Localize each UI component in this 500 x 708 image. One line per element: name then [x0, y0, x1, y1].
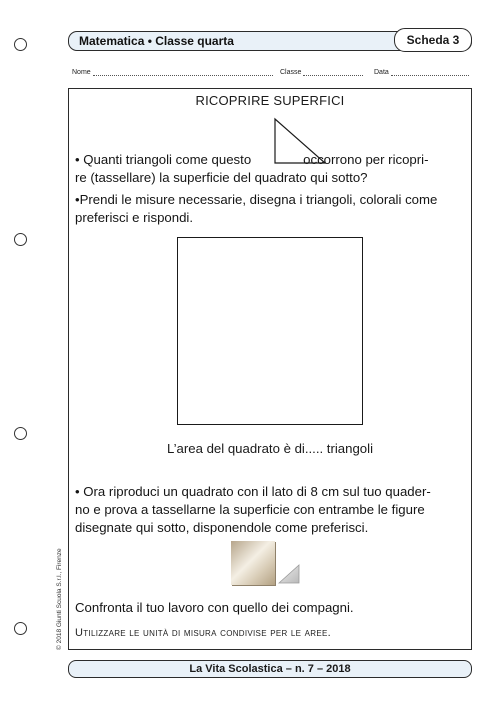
small-square-tile: [231, 541, 275, 585]
name-line: [93, 68, 273, 76]
area-answer-line: L’area del quadrato è di..... triangoli: [166, 441, 373, 456]
date-label: Data: [374, 69, 389, 76]
question-3-line3: disegnate qui sotto, disponendole come preferisci.: [75, 520, 369, 535]
class-label: Classe: [280, 69, 302, 76]
header-bar: [68, 31, 472, 51]
class-line: [303, 68, 363, 76]
date-line: [391, 68, 469, 76]
name-label: Nome: [72, 69, 91, 76]
name-field[interactable]: [72, 68, 273, 76]
question-1-line2: re (tassellare) la superficie del quadrato qui sotto?: [75, 170, 368, 185]
question-3: [75, 483, 467, 537]
question-2: [75, 191, 467, 227]
question-2-line2: preferisci e rispondi.: [75, 210, 194, 225]
header-title: Matematica • Classe quarta: [79, 34, 234, 48]
class-field[interactable]: [280, 68, 363, 76]
small-triangle-tile: [277, 563, 301, 585]
question-1: [75, 151, 467, 187]
question-3-line2: no e prova a tassellarne la superficie con entrambe le figure: [75, 502, 425, 517]
worksheet-title: RICOPRIRE SUPERFICI: [195, 93, 345, 108]
binder-hole-bottom: [14, 622, 27, 635]
binder-hole-top: [14, 38, 27, 51]
footer-bar: La Vita Scolastica – n. 7 – 2018: [68, 660, 472, 678]
date-field[interactable]: [374, 68, 469, 76]
binder-hole-upper-middle: [14, 233, 27, 246]
square-figure: [177, 237, 363, 425]
compare-instruction: Confronta il tuo lavoro con quello dei compagni.: [75, 600, 354, 615]
binder-hole-lower-middle: [14, 427, 27, 440]
question-2-line1: •Prendi le misure necessarie, disegna i triangoli, colorali come: [75, 192, 438, 207]
question-1-end: occorrono per ricopri-: [303, 152, 429, 167]
copyright-credit: © 2018 Giunti Scuola S.r.l., Firenze: [56, 548, 63, 650]
question-1-start: • Quanti triangoli come questo: [75, 152, 252, 167]
teacher-note: Utilizzare le unità di misura condivise per le aree.: [75, 627, 331, 639]
worksheet-box: [68, 88, 472, 650]
worksheet-tab: Scheda 3: [394, 28, 472, 52]
question-3-line1: • Ora riproduci un quadrato con il lato di 8 cm sul tuo quader-: [75, 484, 431, 499]
student-info-fields: [72, 68, 470, 80]
